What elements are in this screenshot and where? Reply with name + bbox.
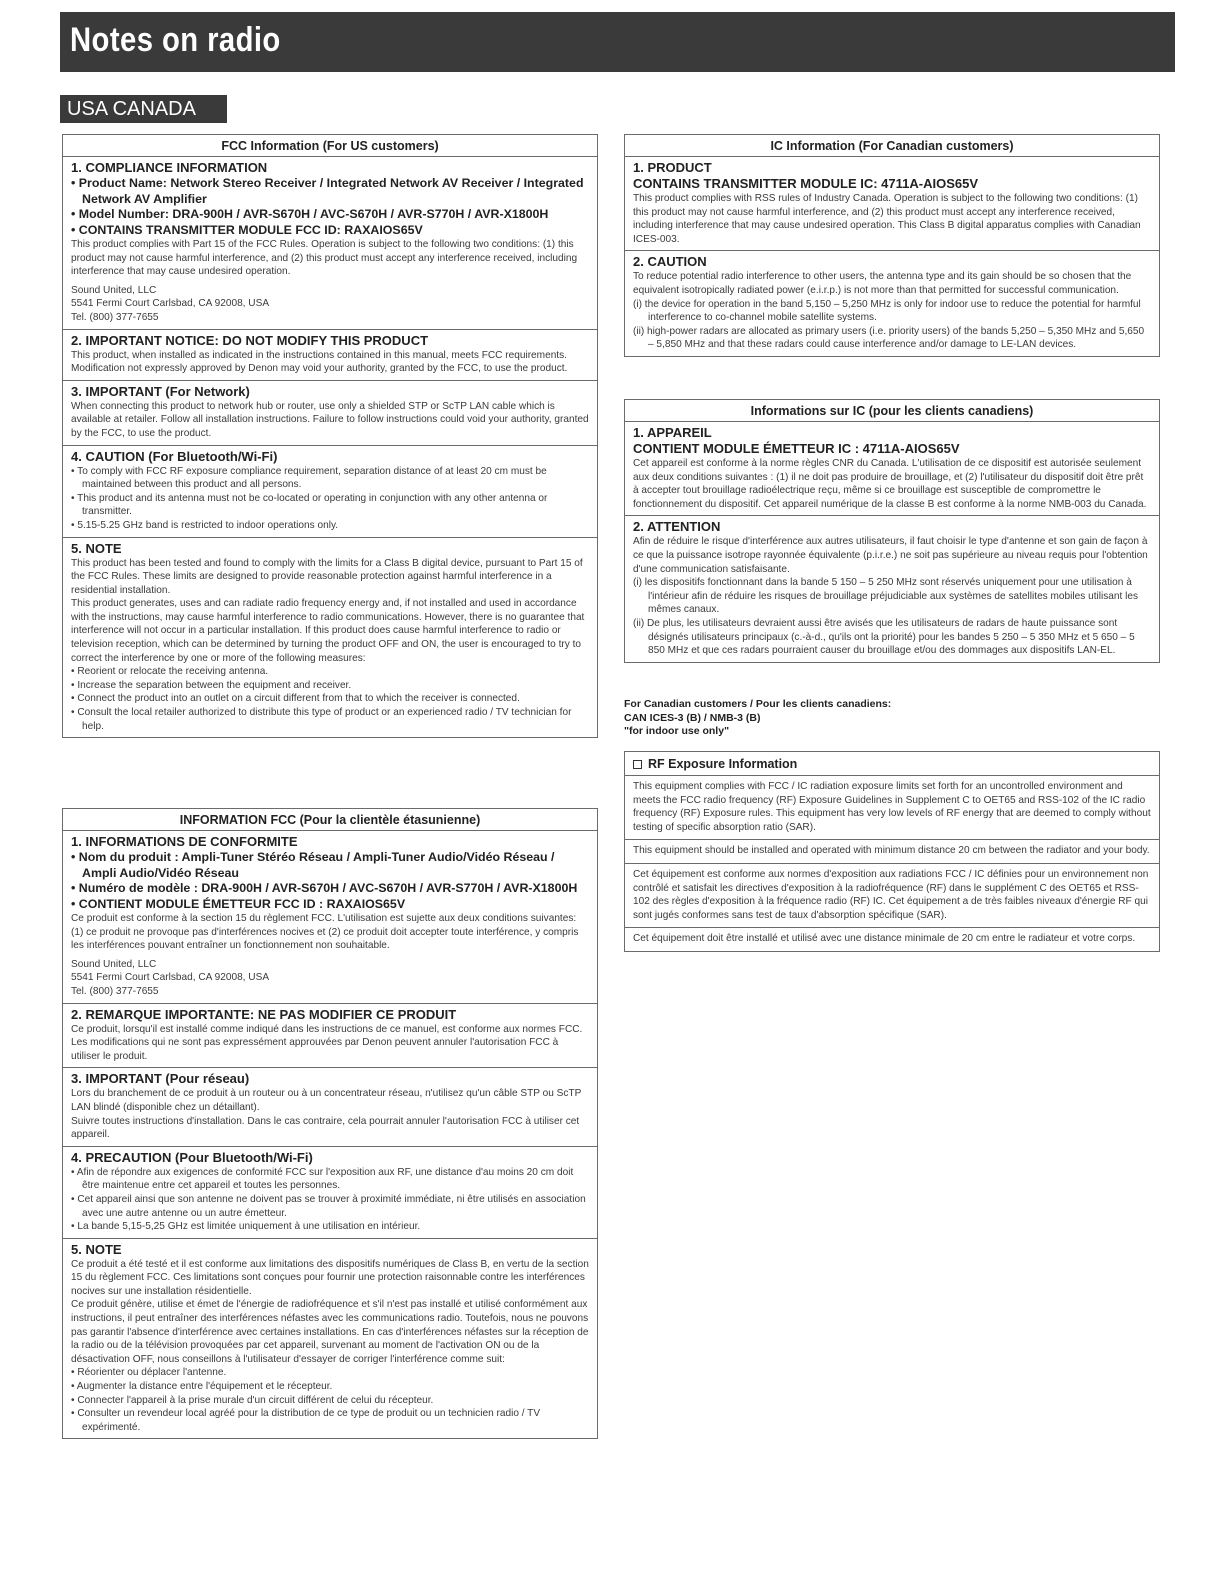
bullet-item: • 5.15-5.25 GHz band is restricted to indoor operations only.	[71, 519, 339, 531]
section-heading: 2. IMPORTANT NOTICE: DO NOT MODIFY THIS PRODUCT	[71, 332, 429, 348]
rf-paragraph	[625, 864, 1159, 928]
paragraph: This product has been tested and found to comply with the limits for a Class B digital device, pursuant to Part 15 of the FCC Rules. These limits are designed to provide reasonable protection against harmful interference in a residential installation.	[71, 557, 583, 596]
ic-info-fr-box	[624, 399, 1160, 663]
bold-bullet: • Nom du produit : Ampli-Tuner Stéréo Réseau / Ampli-Tuner Audio/Vidéo Réseau / Ampli Audio/Vidéo Réseau	[71, 850, 555, 880]
section-caution	[63, 1147, 597, 1239]
bold-bullet: • Numéro de modèle : DRA-900H / AVR-S670H / AVC-S670H / AVR-S770H / AVR-X1800H	[71, 881, 578, 895]
section-heading: 3. IMPORTANT (Pour réseau)	[71, 1071, 250, 1087]
paragraph: Ce produit génère, utilise et émet de l'énergie de radiofréquence et s'il n'est pas installé et utilisé conformément aux instructions, il peut entraîner des interférences néfastes avec les communications radio. Toutefois, nous ne pouvons pas garantir l'absence d'interférence avec certaines installations. En cas d'interférences néfastes sur la réception de la radio ou de la télévision provoquées par cet appareil, survenant au moment de l'activation ON ou de la désactivation OFF, nous conseillons à l'utilisateur d'essayer de corriger l'interférence comme suit:	[71, 1299, 589, 1365]
section-note	[63, 538, 597, 738]
ic-info-en-box	[624, 134, 1160, 357]
bullet-item: • Augmenter la distance entre l'équipement et le récepteur.	[71, 1381, 333, 1393]
box-title: Informations sur IC (pour les clients canadiens)	[625, 400, 1159, 422]
paragraph: This equipment should be installed and operated with minimum distance 20 cm between the radiator and your body.	[633, 845, 1150, 857]
bold-bullet: • CONTAINS TRANSMITTER MODULE FCC ID: RAXAIOS65V	[71, 222, 423, 237]
section-notice	[63, 330, 597, 381]
checkbox-square-icon	[633, 760, 642, 769]
bold-bullet: • Product Name: Network Stereo Receiver / Integrated Network AV Receiver / Integrated Network AV Amplifier	[71, 176, 584, 206]
paragraph: Cet équipement doit être installé et utilisé avec une distance minimale de 20 cm entre le radiateur et votre corps.	[633, 933, 1136, 945]
section-product	[625, 157, 1159, 251]
paragraph: Ce produit a été testé et il est conforme aux limitations des dispositifs numériques de Class B, en vertu de la section 15 du règlement FCC. Ces limitations sont conçues pour fournir une protection raisonnable contre les interférences nocives sur une installation résidentielle.	[71, 1258, 589, 1297]
note-line: For Canadian customers / Pour les clients canadiens:	[624, 698, 892, 710]
section-notice	[63, 1004, 597, 1069]
rf-paragraph	[625, 840, 1159, 864]
paragraph: This product complies with RSS rules of Industry Canada. Operation is subject to the following two conditions: (1) this product may not cause harmful interference, and (2) this product must accept any interference received, including interference that may cause undesired operation. This Class B digital apparatus complies with Canadian ICES-003.	[633, 193, 1141, 245]
paragraph: Cet appareil est conforme à la norme règles CNR du Canada. L'utilisation de ce dispositif est autorisée seulement aux deux conditions suivantes : (1) il ne doit pas produire de brouillage, et (2) l'utilisateur du dispositif doit être prêt à accepter tout brouillage radioélectrique reçu, même si ce brouillage est susceptible de compromettre le fonctionnement du dispositif. Cet appareil numérique de la classe B est conforme à la norme NMB-003 du Canada.	[633, 458, 1147, 510]
roman-item: (i) the device for operation in the band 5,150 – 5,250 MHz is only for indoor use to reduce the potential for harmful interference to co-channel mobile satellite systems.	[633, 298, 1141, 324]
section-caution	[63, 446, 597, 538]
paragraph: This product generates, uses and can radiate radio frequency energy and, if not installed and used in accordance with the instructions, may cause harmful interference to radio communications. However, there is no guarantee that interference will not occur in a particular installation. If this product does cause harmful interference to radio or television reception, which can be determined by turning the product OFF and ON, the user is encouraged to try to correct the interference by one or more of the following measures:	[71, 598, 585, 664]
section-heading: 2. ATTENTION	[633, 519, 721, 535]
bullet-item: • To comply with FCC RF exposure compliance requirement, separation distance of at least 20 cm must be maintained between this product and all persons.	[71, 465, 547, 491]
section-network	[63, 381, 597, 446]
canada-compliance-note	[624, 698, 1144, 739]
section-subheading: CONTAINS TRANSMITTER MODULE IC: 4711A-AIOS65V	[633, 176, 979, 191]
section-heading: 2. REMARQUE IMPORTANTE: NE PAS MODIFIER CE PRODUIT	[71, 1006, 457, 1022]
section-compliance	[63, 831, 597, 1004]
section-heading: 5. NOTE	[71, 540, 122, 556]
box-title: FCC Information (For US customers)	[63, 135, 597, 157]
note-line: "for indoor use only"	[624, 725, 730, 737]
rf-title	[625, 752, 1159, 776]
rf-exposure-box	[624, 751, 1160, 952]
paragraph: Ce produit est conforme à la section 15 du règlement FCC. L'utilisation est sujette aux deux conditions suivantes: (1) ce produit ne provoque pas d'interférences nocives et (2) ce produit doit accepter toute interférence, y compris les interférences pouvant entraîner un fonctionnement non souhaitable.	[71, 913, 579, 952]
section-note	[63, 1239, 597, 1439]
address-line: 5541 Fermi Court Carlsbad, CA 92008, USA	[71, 298, 270, 310]
fcc-info-en-box	[62, 134, 598, 738]
section-compliance	[63, 157, 597, 330]
paragraph: This product, when installed as indicated in the instructions contained in this manual, meets FCC requirements. Modification not expressly approved by Denon may void your authority, granted by the FCC, to use the product.	[71, 349, 568, 375]
bullet-item: • Cet appareil ainsi que son antenne ne doivent pas se trouver à proximité immédiate, ni être utilisés en association avec une autre antenne ou un autre émetteur.	[71, 1193, 586, 1219]
section-heading: 4. PRECAUTION (Pour Bluetooth/Wi-Fi)	[71, 1149, 313, 1165]
section-heading: 2. CAUTION	[633, 254, 707, 270]
bullet-item: • Afin de répondre aux exigences de conformité FCC sur l'exposition aux RF, une distance d'au moins 20 cm doit être maintenue entre cet appareil et toutes les personnes.	[71, 1166, 574, 1192]
paragraph: To reduce potential radio interference to other users, the antenna type and its gain should be so chosen that the equivalent isotropically radiated power (e.i.r.p.) is not more than that permitted for successful communication.	[633, 271, 1132, 296]
phone-line: Tel. (800) 377-7655	[71, 311, 159, 323]
paragraph: Lors du branchement de ce produit à un routeur ou à un concentrateur réseau, n'utilisez qu'un câble STP ou ScTP LAN blindé (disponible chez un détaillant).	[71, 1088, 582, 1113]
paragraph: Afin de réduire le risque d'interférence aux autres utilisateurs, il faut choisir le type d'antenne et son gain de façon à ce que la puissance isotrope rayonnée équivalente (p.i.r.e.) ne soit pas supérieure au niveau requis pour l'obtention d'une communication satisfaisante.	[633, 536, 1148, 575]
rf-paragraph	[625, 928, 1159, 951]
address-line: Sound United, LLC	[71, 958, 157, 970]
address-line: Sound United, LLC	[71, 284, 157, 296]
section-appareil	[625, 422, 1159, 516]
bold-bullet: • Model Number: DRA-900H / AVR-S670H / AVC-S670H / AVR-S770H / AVR-X1800H	[71, 207, 549, 221]
bullet-item: • La bande 5,15-5,25 GHz est limitée uniquement à une utilisation en intérieur.	[71, 1221, 421, 1233]
note-line: CAN ICES-3 (B) / NMB-3 (B)	[624, 711, 761, 724]
section-subheading: CONTIENT MODULE ÉMETTEUR IC : 4711A-AIOS65V	[633, 441, 960, 456]
bold-bullet: • CONTIENT MODULE ÉMETTEUR FCC ID : RAXAIOS65V	[71, 896, 406, 911]
section-heading: 1. APPAREIL	[633, 425, 712, 440]
paragraph: When connecting this product to network hub or router, use only a shielded STP or ScTP LAN cable which is available at retailer. Follow all installation instructions. Failure to follow instructions could void your authority, granted by the FCC, to use the product.	[71, 400, 589, 439]
section-heading: 3. IMPORTANT (For Network)	[71, 383, 250, 399]
region-badge: USA CANADA	[60, 95, 227, 123]
section-heading: 1. COMPLIANCE INFORMATION	[71, 160, 268, 175]
bullet-item: • Increase the separation between the equipment and receiver.	[71, 679, 352, 691]
bullet-item: • Consult the local retailer authorized to distribute this type of product or an experienced radio / TV technician for help.	[71, 707, 572, 732]
box-title: INFORMATION FCC (Pour la clientèle étasunienne)	[63, 809, 597, 831]
paragraph: Ce produit, lorsqu'il est installé comme indiqué dans les instructions de ce manuel, est conforme aux normes FCC. Les modifications qui ne sont pas expressément approuvées par Denon peuvent annuler l'autorisation FCC à utiliser le produit.	[71, 1023, 583, 1062]
phone-line: Tel. (800) 377-7655	[71, 985, 159, 997]
page-title: Notes on radio	[70, 21, 281, 59]
bullet-item: • Consulter un revendeur local agréé pour la distribution de ce type de produit ou un technicien radio / TV expérimenté.	[71, 1408, 541, 1433]
section-heading: 5. NOTE	[71, 1241, 122, 1257]
roman-item: (ii) De plus, les utilisateurs devraient aussi être avisés que les utilisateurs de radars de haute puissance sont désignés utilisateurs principaux (c.-à-d., qu'ils ont la priorité) pour les bandes 5 250 – 5 350 MHz et 5 650 – 5 850 MHz et que ces radars pourraient causer du brouillage et/ou des dommages aux dispositifs LAN-EL.	[633, 617, 1135, 657]
header-rule	[60, 68, 1175, 72]
section-network	[63, 1068, 597, 1146]
paragraph: This equipment complies with FCC / IC radiation exposure limits set forth for an uncontrolled environment and meets the FCC radio frequency (RF) Exposure Guidelines in Supplement C to OET65 and RSS-102 of the IC radio frequency (RF) Exposure rules. This equipment has very low levels of RF energy that are deemed to comply without testing of specific absorption ratio (SAR).	[633, 781, 1151, 833]
address-line: 5541 Fermi Court Carlsbad, CA 92008, USA	[71, 972, 270, 984]
paragraph: Cet équipement est conforme aux normes d'exposition aux radiations FCC / IC définies pour un environnement non contrôlé et satisfait les directives d'exposition à la radiofréquence (RF) dans le supplément C des OET65 et RSS-102 des règles d'exposition à la fréquence radio (RF) IC. Cet équipement a de très faibles niveaux d'énergie RF qui sont jugés conformes sans test de taux d'absorption spécifique (SAR).	[633, 868, 1149, 921]
rf-title-text: RF Exposure Information	[648, 757, 798, 771]
section-heading: 1. PRODUCT	[633, 160, 712, 175]
section-caution	[625, 251, 1159, 356]
bullet-item: • Réorienter ou déplacer l'antenne.	[71, 1367, 227, 1379]
section-attention	[625, 516, 1159, 661]
paragraph: Suivre toutes instructions d'installation. Dans le cas contraire, cela pourrait annuler l'autorisation FCC à utiliser cet appareil.	[71, 1115, 580, 1141]
bullet-item: • Connecter l'appareil à la prise murale d'un circuit différent de celui du récepteur.	[71, 1394, 434, 1406]
bullet-item: • Connect the product into an outlet on a circuit different from that to which the receiver is connected.	[71, 693, 520, 705]
rf-paragraph	[625, 776, 1159, 840]
paragraph: This product complies with Part 15 of the FCC Rules. Operation is subject to the following two conditions: (1) this product may not cause harmful interference, and (2) this product must accept any interference received, including interference that may cause undesired operation.	[71, 239, 578, 278]
page-header	[60, 12, 1175, 72]
section-heading: 4. CAUTION (For Bluetooth/Wi-Fi)	[71, 448, 278, 464]
roman-item: (ii) high-power radars are allocated as primary users (i.e. priority users) of the bands 5,250 – 5,350 MHz and 5,650 – 5,850 MHz and that these radars could cause interference and/or damage to LE-LAN devices.	[633, 325, 1145, 351]
bullet-item: • Reorient or relocate the receiving antenna.	[71, 666, 269, 678]
section-heading: 1. INFORMATIONS DE CONFORMITE	[71, 834, 298, 849]
fcc-info-fr-box	[62, 808, 598, 1439]
roman-item: (i) les dispositifs fonctionnant dans la bande 5 150 – 5 250 MHz sont réservés uniquement pour une utilisation à l'intérieur afin de réduire les risques de brouillage préjudiciable aux systèmes de satellites mobiles utilisant les mêmes canaux.	[633, 577, 1139, 616]
box-title: IC Information (For Canadian customers)	[625, 135, 1159, 157]
bullet-item: • This product and its antenna must not be co-located or operating in conjunction with any other antenna or transmitter.	[71, 492, 548, 518]
